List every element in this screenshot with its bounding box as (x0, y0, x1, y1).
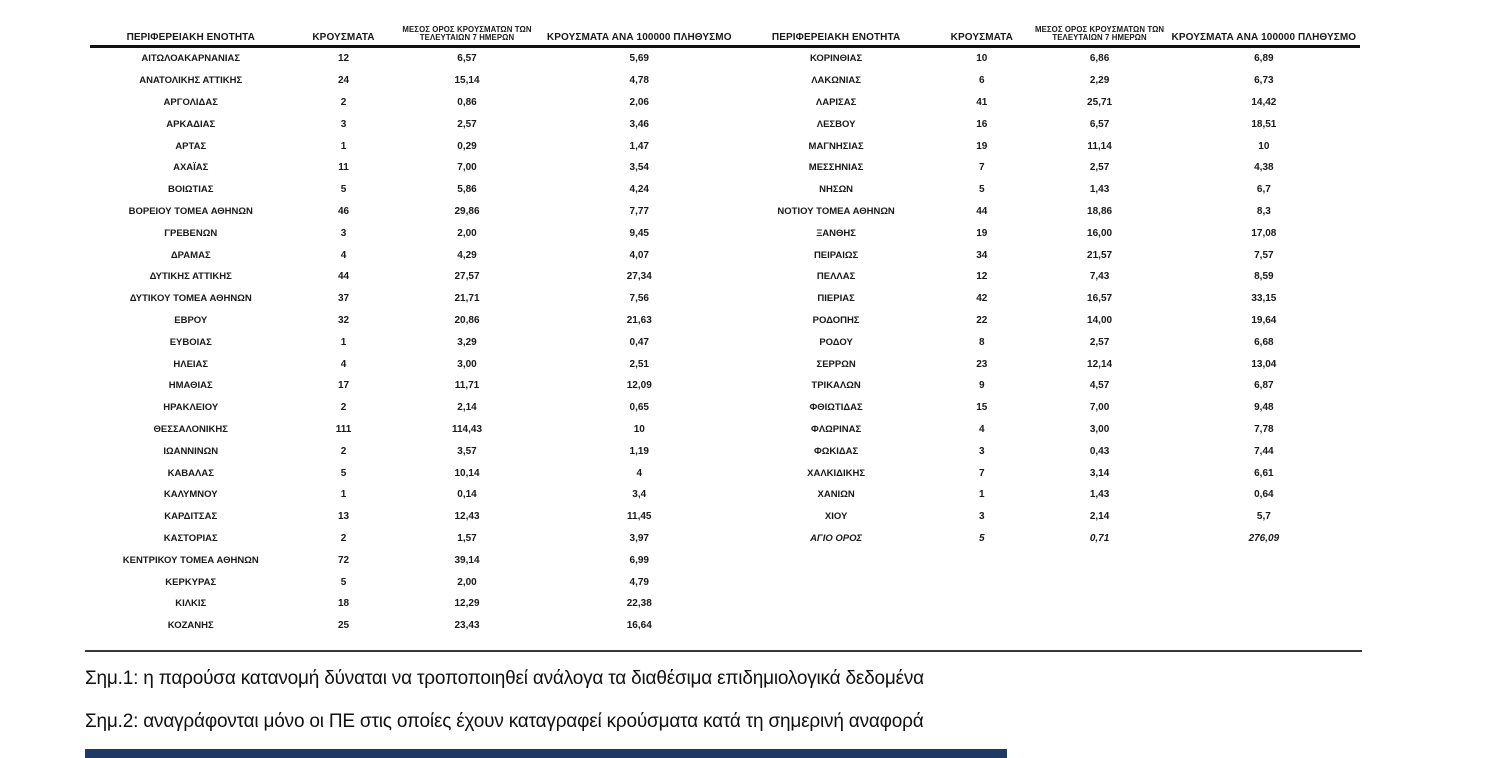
table-row (90, 440, 740, 462)
table-row (740, 288, 1360, 310)
table-row (740, 244, 1360, 266)
region-cell: ΔΡΑΜΑΣ (170, 249, 211, 261)
region-cell: ΑΡΓΟΛΙΔΑΣ (163, 96, 218, 108)
region-cell: ΚΑΡΔΙΤΣΑΣ (164, 511, 218, 523)
cases-table-right (740, 20, 1360, 549)
avg7-cell: 12,43 (454, 511, 480, 523)
cases-cell: 6 (979, 75, 985, 87)
region-cell: ΕΒΡΟΥ (174, 314, 208, 326)
table-row (90, 549, 740, 571)
table-row (90, 528, 740, 550)
region-cell: ΛΕΣΒΟΥ (816, 118, 856, 130)
per100k-cell: 33,15 (1251, 293, 1277, 305)
region-cell: ΓΡΕΒΕΝΩΝ (164, 227, 218, 239)
cases-cell: 2 (340, 96, 347, 108)
table-row (90, 571, 740, 593)
cases-cell: 46 (337, 205, 350, 217)
table-row (740, 331, 1360, 353)
cases-cell: 22 (976, 314, 988, 326)
table-row (90, 113, 740, 135)
table-row (740, 506, 1360, 528)
per100k-cell: 0,65 (629, 402, 649, 414)
avg7-cell: 2,00 (457, 227, 477, 239)
cases-cell: 9 (979, 380, 985, 392)
cases-cell: 7 (979, 467, 985, 479)
avg7-cell: 2,57 (1089, 162, 1110, 174)
table-row (740, 397, 1360, 419)
table-header-row (90, 20, 740, 48)
table-row (90, 157, 740, 179)
header-avg7 (396, 26, 539, 43)
per100k-cell: 3,54 (629, 162, 649, 174)
header-cases: ΚΡΟΥΣΜΑΤΑ (950, 32, 1013, 43)
per100k-cell: 14,42 (1251, 96, 1277, 108)
cases-cell: 7 (979, 162, 985, 174)
cases-cell: 13 (337, 511, 350, 523)
table-row (90, 375, 740, 397)
note-1: Σημ.1: η παρούσα κατανομή δύναται να τροποποιηθεί ανάλογα τα διαθέσιμα επιδημιολογικά δεδομένα (85, 668, 924, 689)
per100k-cell: 7,56 (629, 293, 649, 305)
header-avg7-line2: ΤΕΛΕΥΤΑΙΩΝ 7 ΗΜΕΡΩΝ (1052, 33, 1147, 43)
cases-cell: 4 (979, 423, 985, 435)
table-row (740, 157, 1360, 179)
header-per100k: ΚΡΟΥΣΜΑΤΑ ΑΝΑ 100000 ΠΛΗΘΥΣΜΟ (1171, 32, 1357, 43)
per100k-cell: 16,64 (626, 620, 652, 632)
avg7-cell: 1,57 (457, 532, 477, 544)
region-cell: ΑΙΤΩΛΟΑΚΑΡΝΑΝΙΑΣ (141, 53, 241, 65)
per100k-cell: 6,99 (629, 554, 649, 566)
per100k-cell: 8,59 (1254, 271, 1274, 283)
avg7-cell: 114,43 (451, 423, 483, 435)
cases-cell: 10 (976, 53, 988, 65)
table-row (740, 179, 1360, 201)
table-row (740, 462, 1360, 484)
cases-cell: 41 (976, 96, 988, 108)
region-cell: ΗΜΑΘΙΑΣ (168, 380, 213, 392)
avg7-cell: 6,86 (1089, 53, 1110, 65)
region-cell: ΔΥΤΙΚΗΣ ΑΤΤΙΚΗΣ (149, 271, 232, 283)
table-row (90, 419, 740, 441)
region-cell: ΠΕΛΛΑΣ (816, 271, 856, 283)
cases-cell: 23 (976, 358, 988, 370)
per100k-cell: 4,24 (629, 184, 649, 196)
avg7-cell: 20,86 (454, 314, 480, 326)
per100k-cell: 19,64 (1251, 314, 1277, 326)
table-row (740, 440, 1360, 462)
regional-cases-tables (90, 20, 1360, 637)
cases-cell: 25 (337, 620, 350, 632)
table-row (90, 593, 740, 615)
per100k-cell: 4,38 (1254, 162, 1274, 174)
avg7-cell: 16,57 (1087, 293, 1113, 305)
per100k-cell: 6,87 (1254, 380, 1274, 392)
notes-section (85, 650, 1362, 733)
avg7-cell: 2,00 (457, 576, 477, 588)
per100k-cell: 2,06 (629, 96, 649, 108)
avg7-cell: 5,86 (457, 184, 477, 196)
table-row (740, 484, 1360, 506)
avg7-cell: 11,14 (1087, 140, 1112, 152)
region-cell: ΚΙΛΚΙΣ (175, 598, 207, 610)
region-cell: ΗΡΑΚΛΕΙΟΥ (163, 402, 219, 414)
region-cell: ΚΕΡΚΥΡΑΣ (165, 576, 217, 588)
cases-cell: 5 (979, 532, 985, 544)
per100k-cell: 0,47 (629, 336, 649, 348)
per100k-cell: 6,7 (1256, 184, 1271, 196)
avg7-cell: 3,00 (1089, 423, 1110, 435)
cases-cell: 5 (340, 184, 347, 196)
avg7-cell: 4,29 (457, 249, 477, 261)
per100k-cell: 18,51 (1251, 118, 1277, 130)
cases-cell: 19 (976, 227, 988, 239)
table-row (740, 201, 1360, 223)
avg7-cell: 21,57 (1087, 249, 1113, 261)
avg7-cell: 0,29 (457, 140, 477, 152)
region-cell: ΗΛΕΙΑΣ (173, 358, 209, 370)
table-row (740, 419, 1360, 441)
per100k-cell: 12,09 (626, 380, 652, 392)
region-cell: ΑΧΑΪΑΣ (173, 162, 209, 174)
cases-cell: 3 (340, 118, 347, 130)
per100k-cell: 10 (633, 423, 645, 435)
table-row (90, 266, 740, 288)
table-row (90, 201, 740, 223)
avg7-cell: 7,00 (1089, 402, 1110, 414)
region-cell: ΧΙΟΥ (824, 511, 848, 523)
region-cell: ΛΑΡΙΣΑΣ (815, 96, 857, 108)
per100k-cell: 5,69 (629, 53, 649, 65)
cases-cell: 2 (340, 532, 347, 544)
table-row (740, 310, 1360, 332)
table-row (90, 244, 740, 266)
per100k-cell: 6,89 (1254, 53, 1274, 65)
avg7-cell: 1,43 (1089, 184, 1110, 196)
region-cell: ΚΟΖΑΝΗΣ (167, 620, 214, 632)
avg7-cell: 0,71 (1089, 532, 1110, 544)
per100k-cell: 4,79 (629, 576, 649, 588)
table-body-left (90, 48, 740, 637)
per100k-cell: 8,3 (1256, 205, 1271, 217)
table-row (90, 135, 740, 157)
region-cell: ΔΥΤΙΚΟΥ ΤΟΜΕΑ ΑΘΗΝΩΝ (129, 293, 252, 305)
table-row (90, 70, 740, 92)
per100k-cell: 7,44 (1254, 445, 1274, 457)
avg7-cell: 0,86 (457, 96, 477, 108)
cases-cell: 5 (979, 184, 985, 196)
avg7-cell: 2,57 (457, 118, 477, 130)
region-cell: ΦΛΩΡΙΝΑΣ (811, 423, 862, 435)
cases-cell: 1 (340, 489, 347, 501)
region-cell: ΜΑΓΝΗΣΙΑΣ (808, 140, 864, 152)
region-cell: ΒΟΡΕΙΟΥ ΤΟΜΕΑ ΑΘΗΝΩΝ (128, 205, 253, 217)
region-cell: ΝΗΣΩΝ (819, 184, 854, 196)
region-cell: ΚΑΒΑΛΑΣ (167, 467, 214, 479)
region-cell: ΚΕΝΤΡΙΚΟΥ ΤΟΜΕΑ ΑΘΗΝΩΝ (122, 554, 259, 566)
avg7-cell: 14,00 (1087, 314, 1113, 326)
cases-cell: 17 (337, 380, 350, 392)
region-cell: ΡΟΔΟΠΗΣ (812, 314, 860, 326)
per100k-cell: 0,64 (1254, 489, 1274, 501)
region-cell: ΦΩΚΙΔΑΣ (813, 445, 859, 457)
cases-cell: 12 (976, 271, 988, 283)
avg7-cell: 29,86 (454, 205, 480, 217)
avg7-cell: 7,00 (457, 162, 477, 174)
avg7-cell: 6,57 (1089, 118, 1110, 130)
region-cell: ΑΡΚΑΔΙΑΣ (166, 118, 216, 130)
avg7-cell: 0,43 (1089, 445, 1110, 457)
table-row (740, 92, 1360, 114)
table-row (740, 113, 1360, 135)
cases-cell: 5 (340, 576, 347, 588)
region-cell: ΒΟΙΩΤΙΑΣ (167, 184, 214, 196)
avg7-cell: 1,43 (1089, 489, 1110, 501)
header-region: ΠΕΡΙΦΕΡΕΙΑΚΗ ΕΝΟΤΗΤΑ (126, 32, 255, 43)
cases-cell: 1 (340, 140, 347, 152)
region-cell: ΡΟΔΟΥ (819, 336, 853, 348)
table-row (90, 462, 740, 484)
cases-cell: 15 (976, 402, 988, 414)
cases-cell: 16 (976, 118, 988, 130)
region-cell: ΞΑΝΘΗΣ (816, 227, 856, 239)
table-header-row (740, 20, 1360, 48)
avg7-cell: 2,57 (1089, 336, 1110, 348)
per100k-cell: 11,45 (627, 511, 652, 523)
per100k-cell: 9,48 (1254, 402, 1274, 414)
cases-cell: 111 (335, 423, 352, 435)
per100k-cell: 2,51 (629, 358, 649, 370)
avg7-cell: 15,14 (454, 75, 480, 87)
table-row (90, 92, 740, 114)
cases-cell: 32 (337, 314, 350, 326)
per100k-cell: 6,73 (1254, 75, 1274, 87)
avg7-cell: 2,14 (1089, 511, 1110, 523)
table-body-right (740, 48, 1360, 549)
avg7-cell: 2,29 (1089, 75, 1110, 87)
per100k-cell: 22,38 (626, 598, 652, 610)
avg7-cell: 27,57 (454, 271, 480, 283)
region-cell: ΚΑΛΥΜΝΟΥ (163, 489, 218, 501)
region-cell: ΠΙΕΡΙΑΣ (817, 293, 855, 305)
region-cell: ΝΟΤΙΟΥ ΤΟΜΕΑ ΑΘΗΝΩΝ (777, 205, 895, 217)
table-row (90, 222, 740, 244)
cases-cell: 34 (976, 249, 988, 261)
footer-bar (85, 749, 1007, 758)
region-cell: ΛΑΚΩΝΙΑΣ (811, 75, 861, 87)
table-row (90, 310, 740, 332)
cases-cell: 42 (976, 293, 988, 305)
avg7-cell: 3,00 (457, 358, 477, 370)
region-cell: ΑΓΙΟ ΟΡΟΣ (810, 532, 863, 544)
table-row (740, 353, 1360, 375)
per100k-cell: 17,08 (1251, 227, 1277, 239)
region-cell: ΕΥΒΟΙΑΣ (169, 336, 212, 348)
region-cell: ΤΡΙΚΑΛΩΝ (811, 380, 861, 392)
cases-cell: 1 (340, 336, 347, 348)
table-row (90, 48, 740, 70)
table-row (90, 484, 740, 506)
cases-cell: 1 (979, 489, 985, 501)
header-region: ΠΕΡΙΦΕΡΕΙΑΚΗ ΕΝΟΤΗΤΑ (771, 32, 901, 43)
per100k-cell: 3,97 (629, 532, 649, 544)
per100k-cell: 6,61 (1254, 467, 1274, 479)
region-cell: ΑΡΤΑΣ (175, 140, 207, 152)
region-cell: ΚΟΡΙΝΘΙΑΣ (809, 53, 863, 65)
avg7-cell: 4,57 (1089, 380, 1110, 392)
table-row (740, 266, 1360, 288)
region-cell: ΚΑΣΤΟΡΙΑΣ (163, 532, 218, 544)
avg7-cell: 16,00 (1087, 227, 1113, 239)
avg7-cell: 7,43 (1089, 271, 1110, 283)
per100k-cell: 3,4 (632, 489, 647, 501)
avg7-cell: 2,14 (457, 402, 477, 414)
region-cell: ΣΕΡΡΩΝ (816, 358, 856, 370)
per100k-cell: 3,46 (629, 118, 649, 130)
table-row (740, 222, 1360, 244)
cases-cell: 44 (976, 205, 988, 217)
cases-cell: 3 (979, 445, 985, 457)
header-avg7-line2: ΤΕΛΕΥΤΑΙΩΝ 7 ΗΜΕΡΩΝ (419, 33, 515, 43)
per100k-cell: 1,47 (629, 140, 649, 152)
avg7-cell: 3,29 (457, 336, 477, 348)
cases-cell: 4 (340, 358, 347, 370)
avg7-cell: 3,57 (457, 445, 477, 457)
avg7-cell: 12,29 (454, 598, 480, 610)
cases-cell: 18 (337, 598, 350, 610)
cases-cell: 2 (340, 402, 347, 414)
per100k-cell: 7,57 (1254, 249, 1274, 261)
table-row (90, 615, 740, 637)
per100k-cell: 13,04 (1251, 358, 1277, 370)
table-row (740, 48, 1360, 70)
region-cell: ΜΕΣΣΗΝΙΑΣ (808, 162, 864, 174)
table-row (740, 135, 1360, 157)
cases-table-left (90, 20, 740, 637)
cases-cell: 19 (976, 140, 988, 152)
header-avg7 (1031, 26, 1167, 43)
header-per100k: ΚΡΟΥΣΜΑΤΑ ΑΝΑ 100000 ΠΛΗΘΥΣΜΟ (546, 32, 732, 43)
region-cell: ΧΑΛΚΙΔΙΚΗΣ (807, 467, 866, 479)
cases-cell: 5 (340, 467, 347, 479)
per100k-cell: 6,68 (1254, 336, 1274, 348)
region-cell: ΠΕΙΡΑΙΩΣ (813, 249, 859, 261)
per100k-cell: 1,19 (629, 445, 649, 457)
avg7-cell: 25,71 (1087, 96, 1113, 108)
table-row (740, 528, 1360, 550)
cases-cell: 4 (340, 249, 347, 261)
avg7-cell: 21,71 (454, 293, 480, 305)
note-2: Σημ.2: αναγράφονται μόνο οι ΠΕ στις οποίες έχουν καταγραφεί κρούσματα κατά τη σημερινή αναφορά (85, 711, 924, 732)
table-row (740, 70, 1360, 92)
avg7-cell: 11,71 (454, 380, 480, 392)
per100k-cell: 276,09 (1248, 532, 1280, 544)
cases-cell: 3 (979, 511, 985, 523)
table-row (90, 331, 740, 353)
cases-cell: 72 (337, 554, 350, 566)
per100k-cell: 9,45 (629, 227, 649, 239)
per100k-cell: 5,7 (1256, 511, 1271, 523)
table-row (90, 288, 740, 310)
avg7-cell: 0,14 (457, 489, 477, 501)
per100k-cell: 10 (1258, 140, 1270, 152)
region-cell: ΧΑΝΙΩΝ (817, 489, 855, 501)
per100k-cell: 4,07 (629, 249, 649, 261)
table-row (90, 506, 740, 528)
cases-cell: 12 (337, 53, 350, 65)
cases-cell: 24 (337, 75, 350, 87)
cases-cell: 11 (338, 162, 349, 174)
per100k-cell: 21,63 (626, 314, 652, 326)
cases-cell: 2 (340, 445, 347, 457)
cases-cell: 8 (979, 336, 985, 348)
cases-cell: 3 (340, 227, 347, 239)
table-row (90, 353, 740, 375)
cases-cell: 37 (337, 293, 350, 305)
header-avg7-line1: ΜΕΣΟΣ ΟΡΟΣ ΚΡΟΥΣΜΑΤΩΝ ΤΩΝ (1034, 24, 1165, 34)
region-cell: ΘΕΣΣΑΛΟΝΙΚΗΣ (153, 423, 228, 435)
table-row (90, 397, 740, 419)
per100k-cell: 27,34 (626, 271, 652, 283)
table-row (90, 179, 740, 201)
avg7-cell: 18,86 (1087, 205, 1113, 217)
region-cell: ΦΘΙΩΤΙΔΑΣ (809, 402, 863, 414)
avg7-cell: 23,43 (454, 620, 480, 632)
avg7-cell: 6,57 (457, 53, 477, 65)
region-cell: ΙΩΑΝΝΙΝΩΝ (163, 445, 219, 457)
per100k-cell: 4 (636, 467, 643, 479)
avg7-cell: 12,14 (1087, 358, 1113, 370)
avg7-cell: 3,14 (1089, 467, 1110, 479)
cases-cell: 44 (337, 271, 350, 283)
header-avg7-line1: ΜΕΣΟΣ ΟΡΟΣ ΚΡΟΥΣΜΑΤΩΝ ΤΩΝ (402, 24, 532, 34)
region-cell: ΑΝΑΤΟΛΙΚΗΣ ΑΤΤΙΚΗΣ (139, 75, 243, 87)
per100k-cell: 7,78 (1254, 423, 1274, 435)
per100k-cell: 7,77 (629, 205, 649, 217)
table-row (740, 375, 1360, 397)
avg7-cell: 10,14 (454, 467, 480, 479)
avg7-cell: 39,14 (454, 554, 480, 566)
per100k-cell: 4,78 (629, 75, 649, 87)
header-cases: ΚΡΟΥΣΜΑΤΑ (312, 32, 375, 43)
